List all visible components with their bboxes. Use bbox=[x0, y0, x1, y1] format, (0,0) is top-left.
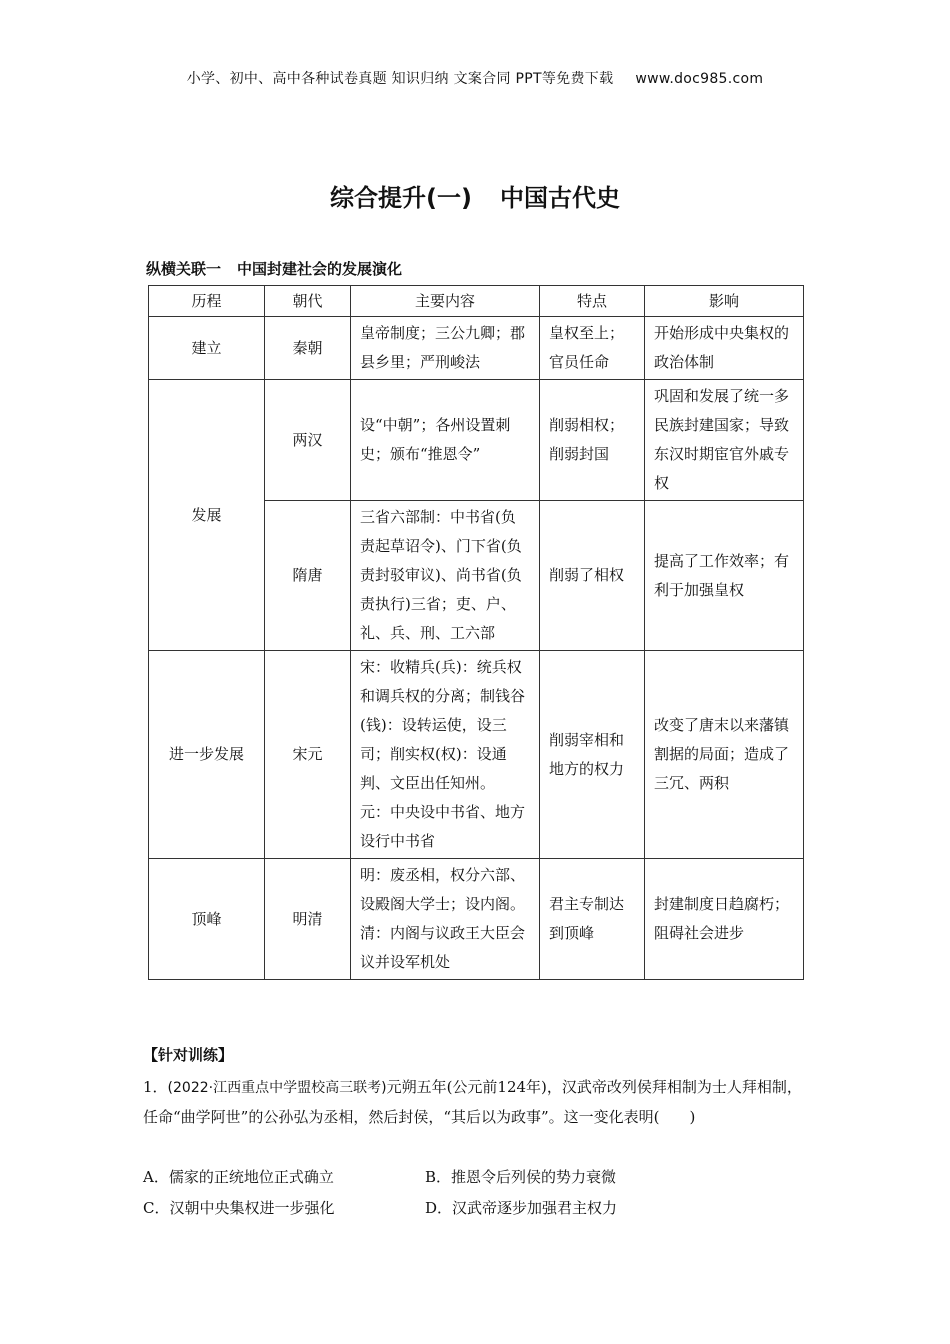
stage-cell: 发展 bbox=[149, 380, 265, 651]
option-d[interactable] bbox=[425, 1193, 707, 1224]
content-cell: 明：废丞相，权分六部、设殿阁大学士；设内阁。清：内阁与议政王大臣会议并设军机处 bbox=[351, 859, 540, 980]
stage-cell: 顶峰 bbox=[149, 859, 265, 980]
option-letter: D． bbox=[425, 1199, 453, 1217]
header-cell-dynasty: 朝代 bbox=[265, 286, 351, 317]
dynasty-cell: 隋唐 bbox=[265, 501, 351, 651]
question-1 bbox=[143, 1073, 811, 1132]
option-text: 推恩令后列侯的势力衰微 bbox=[451, 1168, 617, 1186]
table-row bbox=[149, 317, 804, 380]
page-header bbox=[0, 68, 950, 88]
dynasty-cell: 两汉 bbox=[265, 380, 351, 501]
impact-cell: 提高了工作效率；有利于加强皇权 bbox=[645, 501, 804, 651]
answer-options bbox=[143, 1162, 811, 1224]
option-letter: A． bbox=[143, 1168, 169, 1186]
table-row bbox=[149, 859, 804, 980]
feudal-development-table bbox=[148, 285, 804, 980]
option-letter: B． bbox=[425, 1168, 452, 1186]
dynasty-cell: 秦朝 bbox=[265, 317, 351, 380]
header-url[interactable]: www.doc985.com bbox=[635, 71, 764, 87]
table-row bbox=[149, 380, 804, 501]
question-number: 1． bbox=[143, 1078, 168, 1096]
feature-cell: 君主专制达到顶峰 bbox=[540, 859, 645, 980]
question-source: (2022·江西重点中学盟校高三联考) bbox=[167, 1080, 387, 1096]
option-c[interactable] bbox=[143, 1193, 425, 1224]
table-row bbox=[149, 651, 804, 859]
header-text: 小学、初中、高中各种试卷真题 知识归纳 文案合同 PPT等免费下载 bbox=[186, 71, 614, 87]
option-text: 汉武帝逐步加强君主权力 bbox=[452, 1199, 618, 1217]
section-topic: 中国封建社会的发展演化 bbox=[237, 260, 403, 278]
title-part2: 中国古代史 bbox=[499, 184, 620, 212]
question-stem: 元朔五年(公元前124年)，汉武帝改列侯拜相制为士人拜相制，任命“曲学阿世”的公孙弘为丞相，然后封侯，“其后以为政事”。这一变化表明( ) bbox=[143, 1078, 802, 1126]
content-cell: 设“中朝”；各州设置刺史；颁布“推恩令” bbox=[351, 380, 540, 501]
content-cell bbox=[351, 651, 540, 859]
section-label: 纵横关联一 bbox=[146, 260, 222, 278]
header-cell-impact: 影响 bbox=[645, 286, 804, 317]
stage-cell: 建立 bbox=[149, 317, 265, 380]
section-heading bbox=[146, 258, 402, 279]
table-header-row bbox=[149, 286, 804, 317]
impact-cell: 改变了唐末以来藩镇割据的局面；造成了三冗、两积 bbox=[645, 651, 804, 859]
feature-cell: 皇权至上；官员任命 bbox=[540, 317, 645, 380]
feature-cell: 削弱宰相和地方的权力 bbox=[540, 651, 645, 859]
option-text: 儒家的正统地位正式确立 bbox=[168, 1168, 334, 1186]
option-b[interactable] bbox=[425, 1162, 707, 1193]
page-title bbox=[0, 178, 950, 213]
header-cell-content: 主要内容 bbox=[351, 286, 540, 317]
option-text: 汉朝中央集权进一步强化 bbox=[169, 1199, 335, 1217]
option-a[interactable] bbox=[143, 1162, 425, 1193]
header-cell-feature: 特点 bbox=[540, 286, 645, 317]
content-yuan: 元：中央设中书省、地方设行中书省 bbox=[360, 803, 526, 850]
impact-cell: 封建制度日趋腐朽；阻碍社会进步 bbox=[645, 859, 804, 980]
dynasty-cell: 宋元 bbox=[265, 651, 351, 859]
dynasty-cell: 明清 bbox=[265, 859, 351, 980]
impact-cell: 开始形成中央集权的政治体制 bbox=[645, 317, 804, 380]
title-part1: 综合提升(一) bbox=[330, 184, 472, 212]
feature-cell: 削弱了相权 bbox=[540, 501, 645, 651]
content-song: 宋：收精兵(兵)：统兵权和调兵权的分离；制钱谷(钱)：设转运使，设三司；削实权(权)：设通判、文臣出任知州。 bbox=[360, 658, 526, 792]
content-cell: 皇帝制度；三公九卿；郡县乡里；严刑峻法 bbox=[351, 317, 540, 380]
training-heading: 【针对训练】 bbox=[143, 1046, 234, 1064]
feature-cell: 削弱相权；削弱封国 bbox=[540, 380, 645, 501]
header-cell-stage: 历程 bbox=[149, 286, 265, 317]
option-letter: C． bbox=[143, 1199, 170, 1217]
impact-cell: 巩固和发展了统一多民族封建国家；导致东汉时期宦官外戚专权 bbox=[645, 380, 804, 501]
stage-cell: 进一步发展 bbox=[149, 651, 265, 859]
content-cell: 三省六部制：中书省(负责起草诏令)、门下省(负责封驳审议)、尚书省(负责执行)三省；吏、户、礼、兵、刑、工六部 bbox=[351, 501, 540, 651]
